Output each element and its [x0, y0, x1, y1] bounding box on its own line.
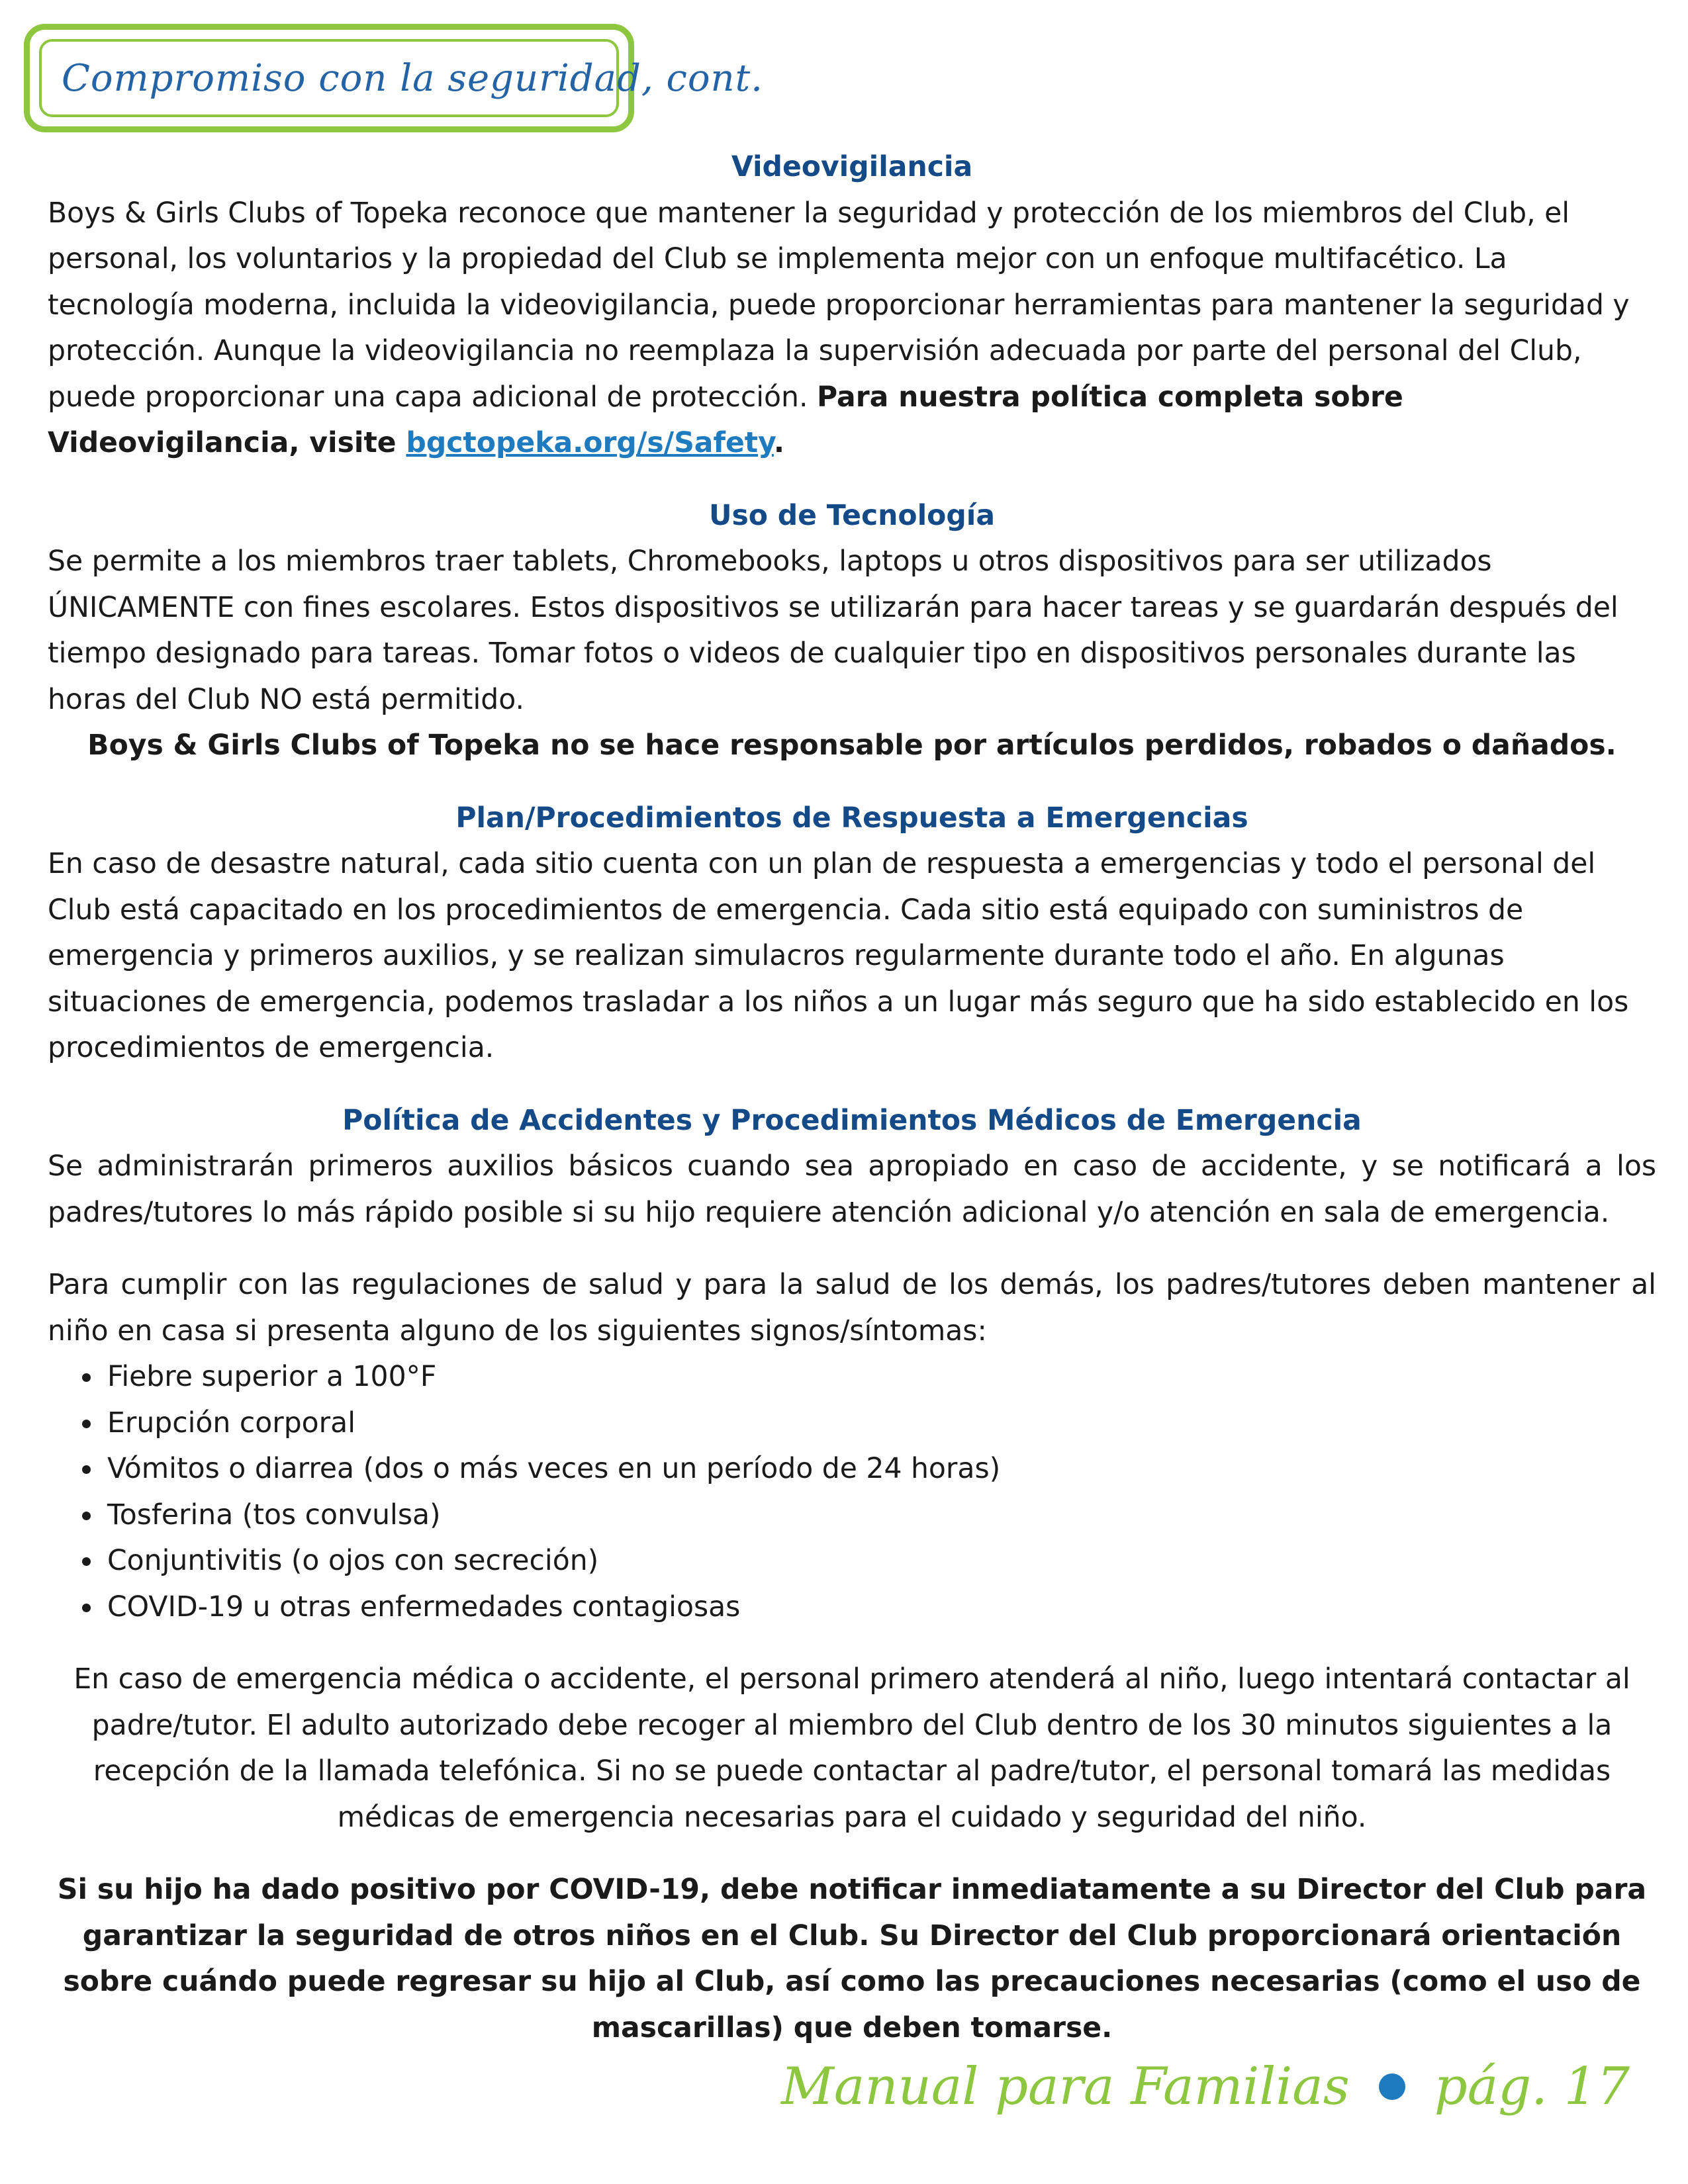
list-item: • COVID-19 u otras enfermedades contagiosas — [103, 1584, 1656, 1631]
list-item: • Conjuntivitis (o ojos con secreción) — [103, 1538, 1656, 1584]
list-item: • Vómitos o diarrea (dos o más veces en un período de 24 horas) — [103, 1446, 1656, 1492]
section-uso-de-tecnologia — [48, 493, 1656, 769]
spacer — [48, 467, 1656, 493]
header-inner-frame — [39, 39, 763, 117]
list-item: • Fiebre superior a 100°F — [103, 1354, 1656, 1400]
page-number: pág. 17 — [1434, 2057, 1630, 2116]
paragraph-health-intro: Para cumplir con las regulaciones de salud y para la salud de los demás, los padres/tutores deben mantener al niño en casa si presenta alguno de los siguientes signos/síntomas: — [48, 1269, 1656, 1347]
list-item: • Erupción corporal — [103, 1400, 1656, 1447]
heading-videovigilancia: Videovigilancia — [731, 151, 973, 183]
spacer — [48, 1630, 1656, 1657]
spacer — [48, 1071, 1656, 1098]
paragraph-medical-emergency: En caso de emergencia médica o accidente, el personal primero atenderá al niño, luego intentará contactar al padre/tutor. El adulto autorizado debe recoger al miembro del Club dentro de los 30 minutos siguientes a la recepción de la llamada telefónica. Si no se puede contactar al padre/tutor, el personal tomará las medidas médicas de emergencia necesarias para el cuidado y seguridad del niño. — [73, 1663, 1630, 1834]
tech-disclaimer: Boys & Girls Clubs of Topeka no se hace responsable por artículos perdidos, robados o dañados. — [87, 729, 1617, 762]
section-videovigilancia — [48, 144, 1656, 467]
bullet-dot-icon — [1379, 2073, 1405, 2100]
covid-notice: Si su hijo ha dado positivo por COVID-19, debe notificar inmediatamente a su Director del Club para garantizar la seguridad de otros niños en el Club. Su Director del Club proporcionará orientación sobre cuándo puede regresar su hijo al Club, así como las precauciones necesarias (como el uso de mascarillas) que deben tomarse. — [57, 1874, 1647, 2044]
main-content — [48, 144, 1656, 2051]
safety-link[interactable]: bgctopeka.org/s/Safety — [406, 427, 774, 459]
footer-title: Manual para Familias — [781, 2057, 1350, 2116]
paragraph-videovigilancia — [48, 191, 1656, 467]
paragraph-tecnologia: Se permite a los miembros traer tablets, Chromebooks, laptops u otros dispositivos para ser utilizados ÚNICAMENTE con fines escolares. Estos dispositivos se utilizarán para hacer tareas y se guardarán después del tiempo designado para tareas. Tomar fotos o videos de cualquier tipo en dispositivos personales durante las horas del Club NO está permitido. — [48, 545, 1618, 716]
page-title: Compromiso con la seguridad, cont. — [62, 56, 763, 100]
video-policy-text: Para nuestra política completa sobre Videovigilancia, visite — [48, 381, 1403, 459]
header-box — [24, 24, 763, 132]
heading-uso-de-tecnologia: Uso de Tecnología — [708, 499, 996, 532]
video-body-text: Boys & Girls Clubs of Topeka reconoce que mantener la seguridad y protección de los miembros del Club, el personal, los voluntarios y la propiedad del Club se implementa mejor con un enfoque multifacético. La tecnología moderna, incluida la videovigilancia, puede proporcionar herramientas para mantener la seguridad y protección. Aunque la videovigilancia no reemplaza la supervisión adecuada por parte del personal del Club, puede proporcionar una capa adicional de protección. — [48, 197, 1630, 414]
section-accidentes — [48, 1098, 1656, 2052]
spacer — [48, 1236, 1656, 1262]
heading-accidentes: Política de Accidentes y Procedimientos Médicos de Emergencia — [342, 1104, 1362, 1137]
section-emergencias — [48, 796, 1656, 1071]
heading-emergencias: Plan/Procedimientos de Respuesta a Emergencias — [455, 801, 1248, 835]
spacer — [48, 769, 1656, 796]
footer — [781, 2057, 1630, 2116]
spacer — [48, 1841, 1656, 1867]
paragraph-accidentes: Se administrarán primeros auxilios básicos cuando sea apropiado en caso de accidente, y se notificará a los padres/tutores lo más rápido posible si su hijo requiere atención adicional y/o atención en sala de emergencia. — [48, 1150, 1656, 1229]
video-period: . — [773, 427, 785, 459]
list-item: • Tosferina (tos convulsa) — [103, 1492, 1656, 1539]
paragraph-emergencias: En caso de desastre natural, cada sitio cuenta con un plan de respuesta a emergencias y todo el personal del Club está capacitado en los procedimientos de emergencia. Cada sitio está equipado con suministros de emergencia y primeros auxilios, y se realizan simulacros regularmente durante todo el año. En algunas situaciones de emergencia, podemos trasladar a los niños a un lugar más seguro que ha sido establecido en los procedimientos de emergencia. — [48, 848, 1629, 1064]
symptoms-list — [48, 1354, 1656, 1630]
